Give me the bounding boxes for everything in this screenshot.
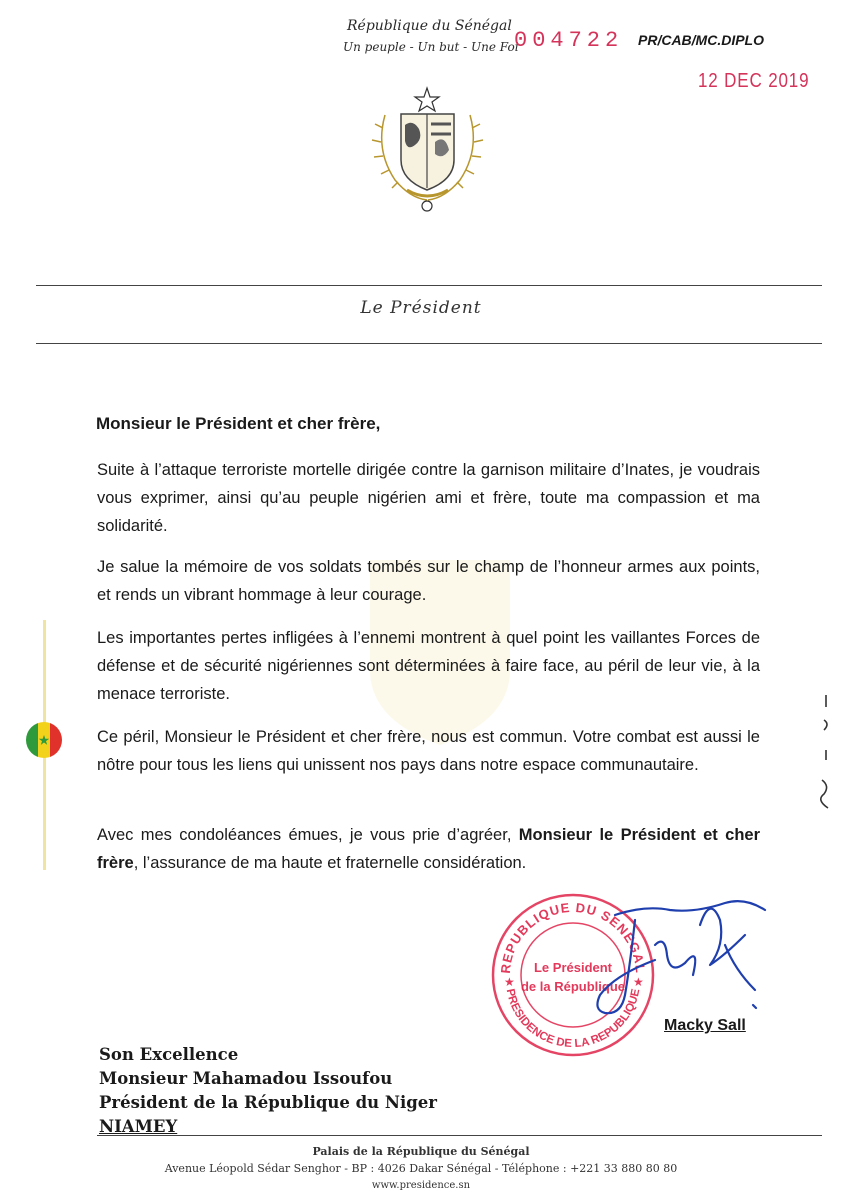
closing-paragraph [97, 821, 760, 877]
svg-text:★: ★ [633, 975, 644, 989]
paragraph-1: Suite à l’attaque terroriste mortelle dirigée contre la garnison militaire d’Inates, je voudrais vous exprimer, ainsi qu’au peuple nigérien ami et frère, toute ma compassion et ma solidarité. [97, 461, 760, 535]
seal-outer-top-text: REPUBLIQUE DU SENEGAL [497, 899, 649, 975]
paragraph-3: Les importantes pertes infligées à l’ennemi montrent à quel point les vaillantes Forces de défense et de sécurité nigériennes sont déterminées à faire face, au péril de leur vie, à la menace terroriste. [97, 629, 760, 703]
reference-code: PR/CAB/MC.DIPLO [638, 32, 764, 48]
paragraph-2: Je salue la mémoire de vos soldats tombés sur le champ de l’honneur armes aux points, et rends un vibrant hommage à leur courage. [97, 558, 760, 604]
seal-center-line-1: Le Président [533, 960, 613, 975]
addressee-name: Monsieur Mahamadou Issoufou [99, 1069, 393, 1088]
salutation: Monsieur le Président et cher frère, [96, 414, 381, 433]
header-rule-top [36, 285, 822, 286]
paragraph-4: Ce péril, Monsieur le Président et cher frère, nous est commun. Votre combat est aussi le nôtre pour tous les liens qui unissent nos pays dans notre espace communautaire. [97, 728, 760, 774]
header-rule-bottom [36, 343, 822, 344]
office-title: Le Président [360, 298, 482, 318]
addressee-city: NIAMEY [99, 1117, 178, 1136]
svg-text:★: ★ [504, 975, 515, 989]
national-motto: Un peuple - Un but - Une Foi [343, 40, 519, 54]
handwritten-signature [575, 885, 775, 1025]
signer-name: Macky Sall [664, 1017, 746, 1034]
date-stamp: 12 DEC 2019 [698, 70, 810, 92]
addressee-title: Son Excellence [99, 1045, 239, 1064]
addressee-position: Président de la République du Niger [99, 1093, 437, 1112]
senegal-flag-icon [25, 721, 63, 759]
republic-name: République du Sénégal [347, 18, 512, 34]
closing-text-bold: Monsieur le Président et cher frère [97, 826, 761, 872]
closing-text-start: Avec mes condoléances émues, je vous prie d’agréer, [97, 826, 519, 844]
closing-text-end: , l’assurance de ma haute et fraternelle considération. [133, 854, 527, 872]
footer-address: Avenue Léopold Sédar Senghor - BP : 4026 Dakar Sénégal - Téléphone : +221 33 880 80 80 [164, 1162, 678, 1175]
footer-website: www.presidence.sn [371, 1180, 471, 1191]
footer-palace: Palais de la République du Sénégal [312, 1145, 530, 1158]
seal-center-line-2: de la République [520, 979, 626, 994]
seal-outer-bottom-text: PRESIDENCE DE LA REPUBLIQUE [503, 987, 643, 1051]
footer-rule [97, 1135, 822, 1136]
coat-of-arms-emblem [365, 80, 490, 215]
margin-scribble [812, 690, 838, 820]
reference-number-stamp: 004722 [514, 28, 624, 53]
